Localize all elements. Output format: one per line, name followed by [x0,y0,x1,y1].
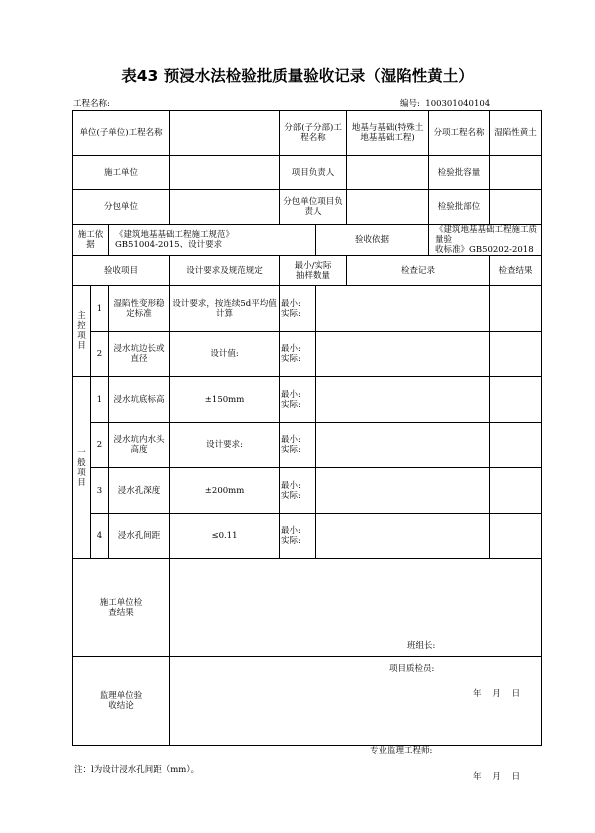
acceptance-basis-value: 《建筑地基基础工程施工质量验 收标准》GB50202-2018 [429,225,542,256]
pm-label: 项目负责人 [280,156,347,190]
capacity-value[interactable] [490,156,542,190]
row-no: 4 [91,514,109,559]
row-sample[interactable]: 最小: 实际: [280,468,316,514]
engineer-label: 专业监理工程师: [370,746,433,756]
basis-value: 《建筑地基基础工程施工规范》 GB51004-2015、设计要求 [109,225,316,256]
capacity-label: 检验批容量 [429,156,490,190]
col-result: 检查结果 [490,256,542,286]
code-value: 100301040104 [425,99,491,109]
row-requirement: 设计要求，按连续5d平均值计算 [170,286,280,332]
supervisor-check-area[interactable] [170,657,542,782]
code-label: 编号: [400,99,420,109]
row-result[interactable] [490,332,542,377]
row-no: 3 [91,468,109,514]
row-result[interactable] [490,468,542,514]
contractor-check-label: 施工单位检查结果 [73,559,170,657]
sub-pm-value[interactable] [347,190,429,225]
row-record[interactable] [316,377,490,423]
project-name-label: 工程名称: [73,99,110,109]
main-control-group: 主控项目 [73,286,91,377]
page-title: 表43 预浸水法检验批质量验收记录（湿陷性黄土） [121,67,474,85]
col-sample: 最小/实际 抽样数量 [280,256,347,286]
row-no: 2 [91,423,109,468]
row-result[interactable] [490,286,542,332]
row-no: 2 [91,332,109,377]
row-requirement: ±200mm [170,468,280,514]
supervisor-check-label: 监理单位验收结论 [73,657,170,746]
location-value[interactable] [490,190,542,225]
row-requirement: 设计值: [170,332,280,377]
col-record: 检查记录 [347,256,490,286]
footnote: 注：l为设计浸水孔间距（mm）。 [74,765,200,775]
item-name-label: 分项工程名称 [429,111,490,156]
code-field [400,97,490,109]
sub-unit-label: 分部(子分部)工程名称 [280,111,347,156]
row-sample[interactable]: 最小: 实际: [280,377,316,423]
unit-name-value[interactable] [170,111,280,156]
contractor-date: 年 月 日 [473,688,521,699]
subcontractor-value[interactable] [170,190,280,225]
row-no: 1 [91,286,109,332]
row-record[interactable] [316,468,490,514]
row-sample[interactable]: 最小: 实际: [280,332,316,377]
unit-name-label: 单位(子单位)工程名称 [73,111,170,156]
row-item-name: 浸水孔深度 [109,468,170,514]
pm-value[interactable] [347,156,429,190]
row-record[interactable] [316,332,490,377]
row-item-name: 浸水坑边长或直径 [109,332,170,377]
contractor-value[interactable] [170,156,280,190]
location-label: 检验批部位 [429,190,490,225]
sub-pm-label: 分包单位项目负责人 [280,190,347,225]
basis-label: 施工依据 [73,225,109,256]
col-requirement: 设计要求及规范规定 [170,256,280,286]
sub-unit-value: 地基与基础(特殊土地基基础工程) [347,111,429,156]
contractor-check-area[interactable] [170,559,542,699]
general-group: 一般项目 [73,377,91,559]
row-result[interactable] [490,377,542,423]
foreman-label: 班组长: [407,640,436,651]
row-result[interactable] [490,514,542,559]
supervisor-date: 年 月 日 [473,772,521,782]
row-requirement: ±150mm [170,377,280,423]
inspector-label: 项目质检员: [389,663,435,674]
acceptance-basis-label: 验收依据 [316,225,429,256]
row-item-name: 湿陷性变形稳定标准 [109,286,170,332]
row-record[interactable] [316,514,490,559]
row-sample[interactable]: 最小: 实际: [280,423,316,468]
col-item: 验收项目 [73,256,170,286]
item-name-value: 湿陷性黄土 [490,111,542,156]
row-no: 1 [91,377,109,423]
subcontractor-label: 分包单位 [73,190,170,225]
row-record[interactable] [316,286,490,332]
row-sample[interactable]: 最小: 实际: [280,514,316,559]
row-requirement: 设计要求: [170,423,280,468]
contractor-label: 施工单位 [73,156,170,190]
row-result[interactable] [490,423,542,468]
row-item-name: 浸水坑底标高 [109,377,170,423]
row-item-name: 浸水孔间距 [109,514,170,559]
row-sample[interactable]: 最小: 实际: [280,286,316,332]
row-item-name: 浸水坑内水头高度 [109,423,170,468]
row-record[interactable] [316,423,490,468]
row-requirement: ≤0.11 [170,514,280,559]
